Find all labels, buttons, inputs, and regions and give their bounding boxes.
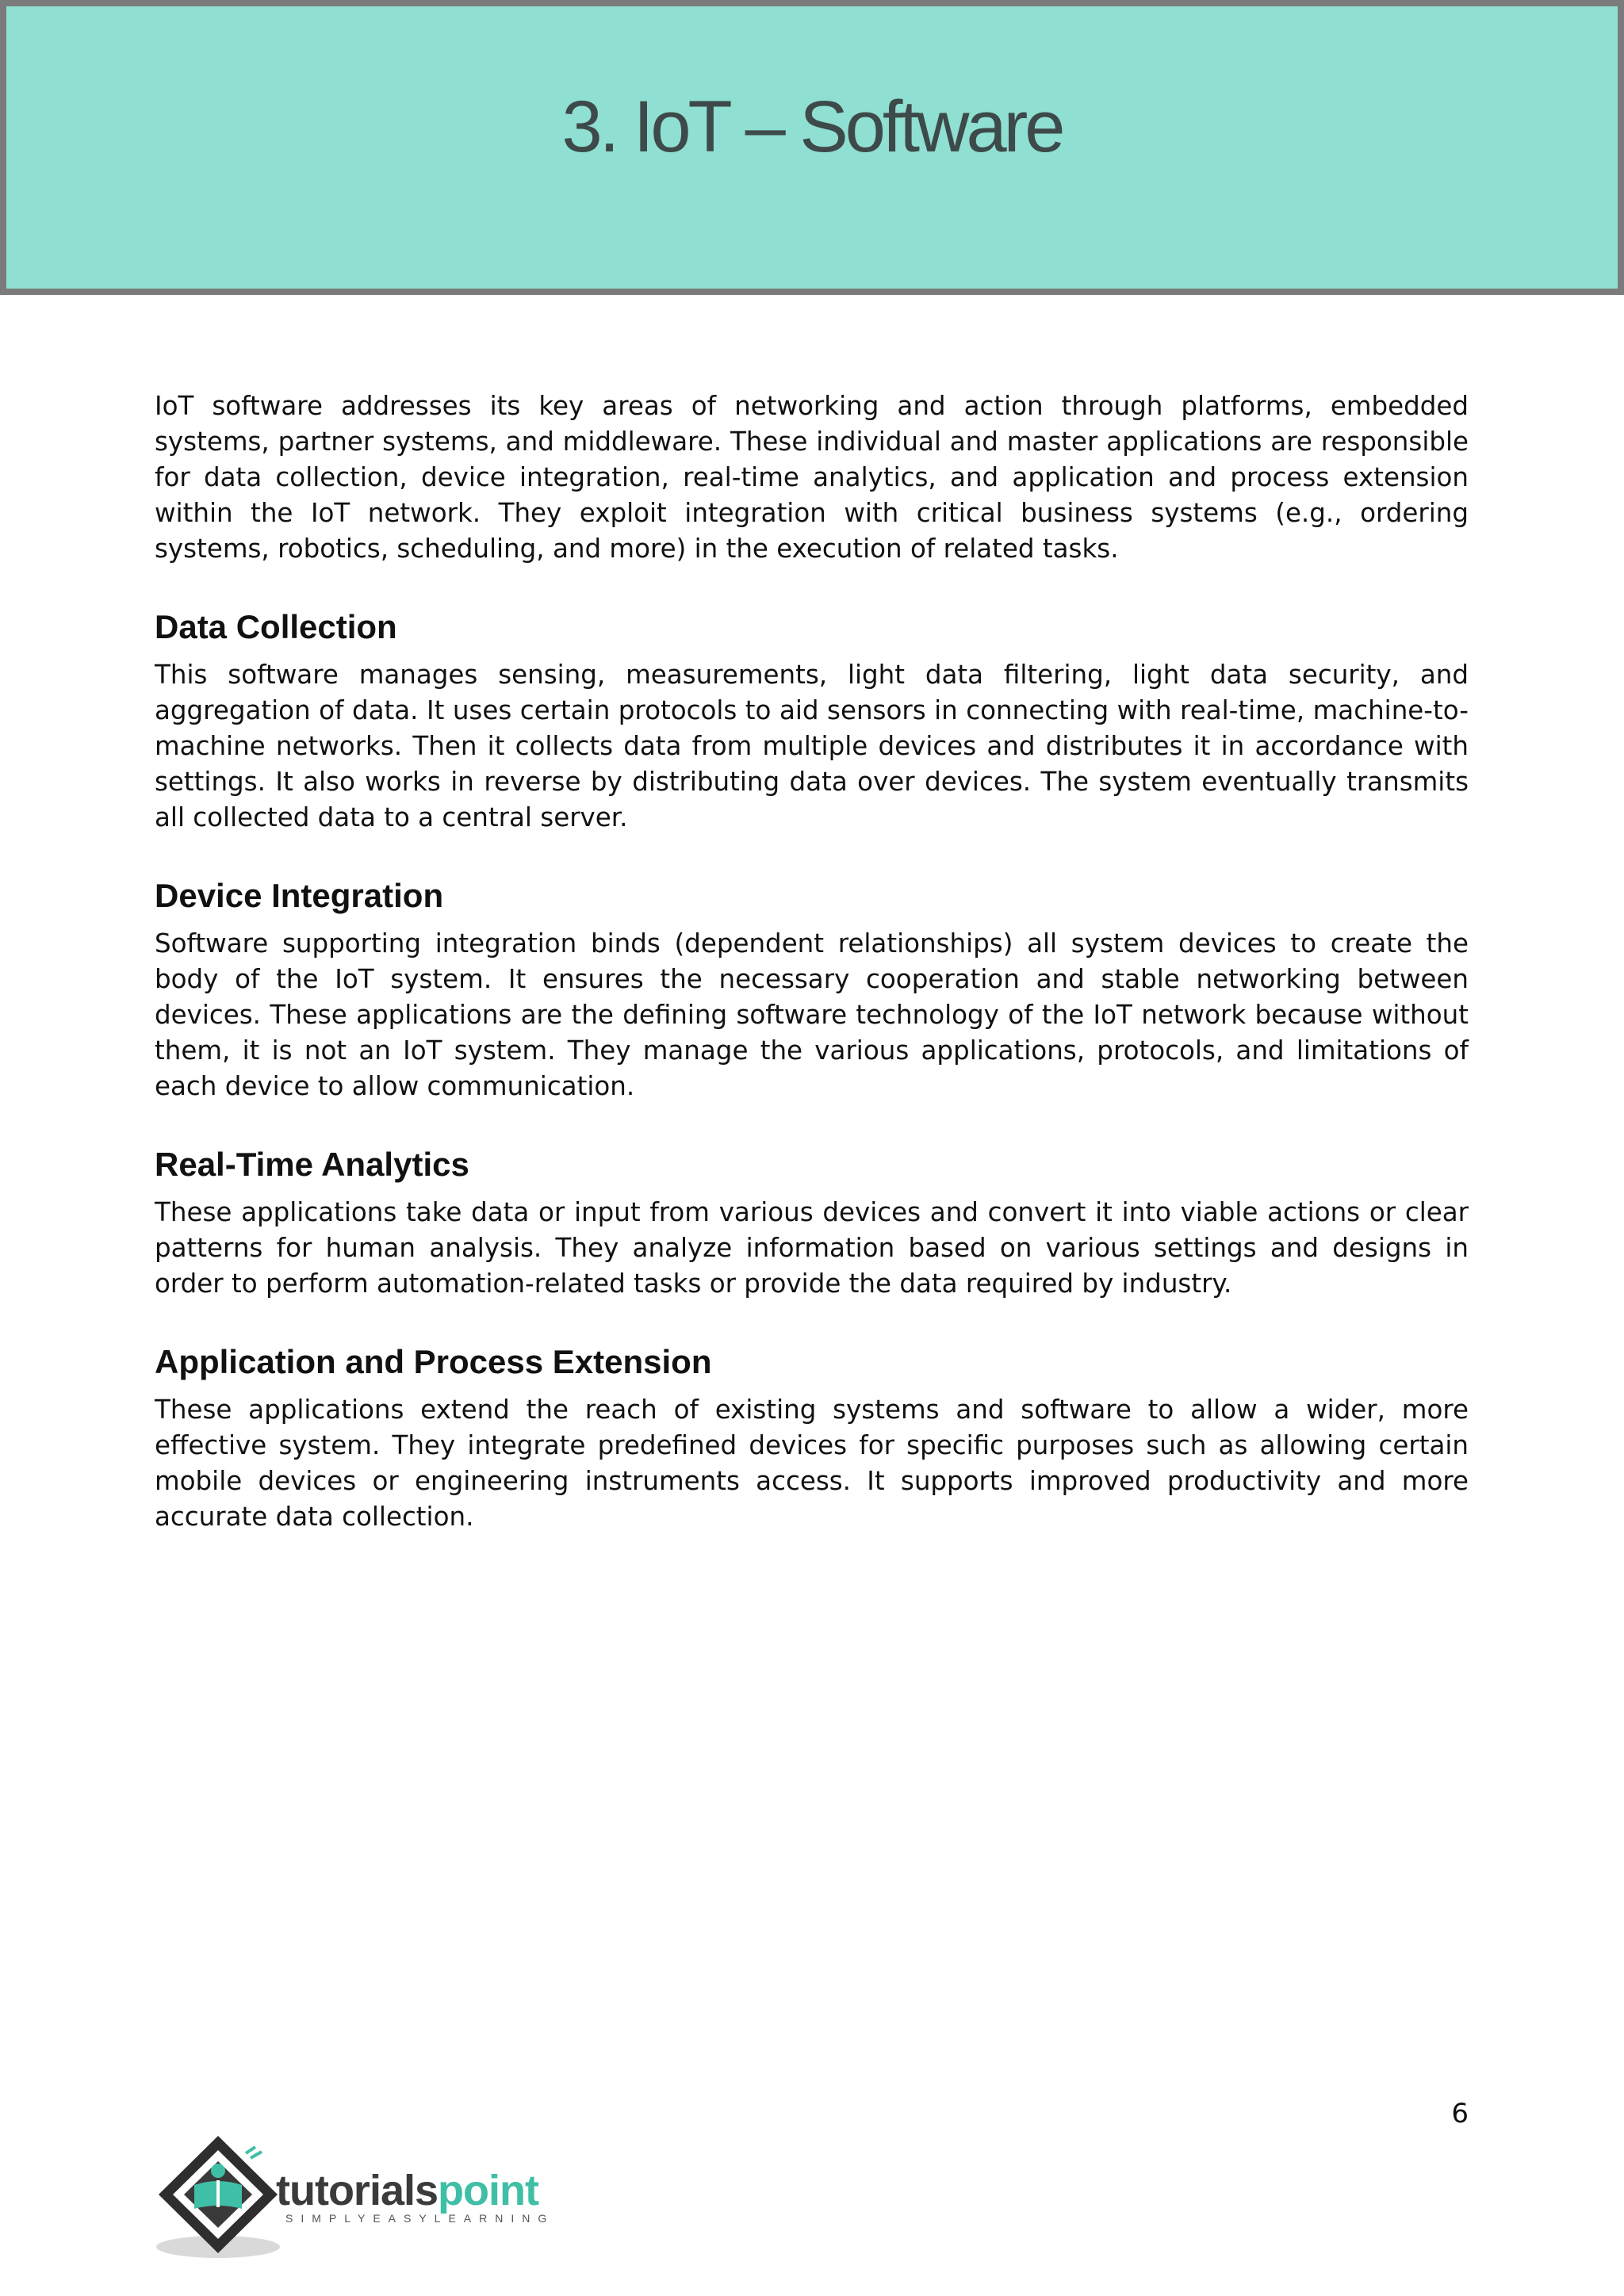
logo-word-point: point	[438, 2167, 538, 2214]
section-body-application-process-extension: These applications extend the reach of existing systems and software to allow a wider, more effective system. They integrate predefined devices for specific purposes such as allowing certain mobile devices or engineering instruments access. It supports improved productivity and more accurate data collection.	[155, 1395, 1469, 1532]
logo-wordmark	[276, 2166, 538, 2215]
tutorialspoint-logo-icon	[151, 2130, 285, 2264]
page-content	[155, 388, 1469, 1535]
intro-paragraph: IoT software addresses its key areas of networking and action through platforms, embedded systems, partner systems, and middleware. These individual and master applications are responsible for data collection, device integration, real-time analytics, and application and process extension within the IoT network. They exploit integration with critical business systems (e.g., ordering systems, robotics, scheduling, and more) in the execution of related tasks.	[155, 391, 1469, 564]
chapter-header-band	[0, 0, 1624, 295]
section-heading-device-integration: Device Integration	[155, 877, 444, 914]
section-body-data-collection: This software manages sensing, measurements, light data filtering, light data security, and aggregation of data. It uses certain protocols to aid sensors in connecting with real-time, machine-to-machine networks. Then it collects data from multiple devices and distributes it in accordance with settings. It also works in reverse by distributing data over devices. The system eventually transmits all collected data to a central server.	[155, 660, 1469, 832]
page-number: 6	[1451, 2098, 1469, 2130]
tutorialspoint-logo	[151, 2125, 595, 2267]
section-heading-real-time-analytics: Real-Time Analytics	[155, 1146, 469, 1183]
chapter-title: 3. IoT – Software	[561, 86, 1063, 167]
section-body-real-time-analytics: These applications take data or input from various devices and convert it into viable actions or clear patterns for human analysis. They analyze information based on various settings and designs in order to perform automation-related tasks or provide the data required by industry.	[155, 1197, 1469, 1299]
section-heading-application-process-extension: Application and Process Extension	[155, 1343, 712, 1380]
logo-tagline: SIMPLYEASYLEARNING	[285, 2212, 555, 2225]
section-body-device-integration: Software supporting integration binds (dependent relationships) all system devices to create the body of the IoT system. It ensures the necessary cooperation and stable networking between devices. These applications are the defining software technology of the IoT network because without them, it is not an IoT system. They manage the various applications, protocols, and limitations of each device to allow communication.	[155, 928, 1469, 1101]
logo-word-tutorials: tutorials	[276, 2167, 439, 2214]
section-heading-data-collection: Data Collection	[155, 608, 397, 645]
